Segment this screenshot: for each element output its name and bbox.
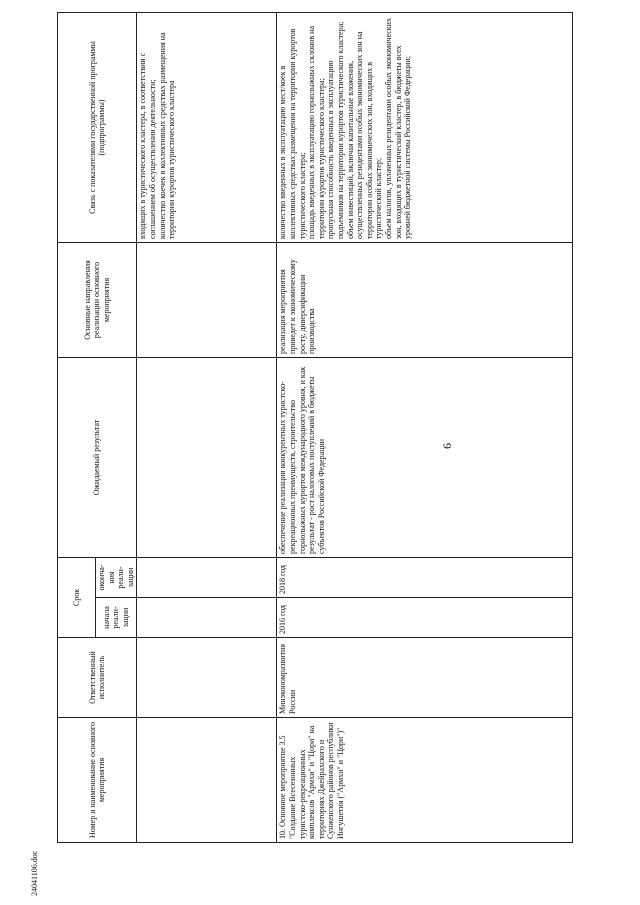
row-executor: Минэкономразвития России bbox=[277, 638, 573, 718]
header-result: Ожидаемый результат bbox=[58, 357, 137, 557]
row-end: 2018 год bbox=[277, 557, 573, 597]
row-name-cell bbox=[277, 718, 573, 843]
document-table bbox=[57, 13, 573, 843]
table-row bbox=[277, 12, 573, 842]
cont-start-cell bbox=[137, 598, 277, 638]
header-name: Номер и наименование основного мероприятия bbox=[58, 718, 137, 843]
page-number: 6 bbox=[440, 443, 454, 449]
cont-executor-cell bbox=[137, 638, 277, 718]
continuation-row bbox=[137, 12, 277, 842]
header-executor: Ответственный исполнитель bbox=[58, 638, 137, 718]
cont-result-cell bbox=[137, 357, 277, 557]
cont-end-cell bbox=[137, 557, 277, 597]
header-link: Связь с показателями государственной программы (подпрограммы) bbox=[58, 12, 137, 242]
header-term: Срок bbox=[58, 557, 96, 637]
header-start: начала реали-зации bbox=[96, 598, 137, 638]
header-end: оконча-ния реали-зации bbox=[96, 557, 137, 597]
row-number: 10. bbox=[278, 829, 288, 839]
row-directions: реализация мероприятия приведет к экономическому росту, диверсификации производства bbox=[277, 242, 573, 357]
cont-link-cell: входящих в туристического кластера, в соответствии с соглашением об осуществлении деятельности; количество коечек в коллективных средствах размещения на территории курортов туристического кластера bbox=[137, 12, 277, 242]
row-link: количество введенных в эксплуатацию мест/коек в коллективных средствах размещения на территории курортов туристического кластера; площадь введенных в эксплуатацию горнолыжных склонов на территории курортов туристического кластера; пропускная способность введенных в эксплуатацию подъемников на территории курортов туристического кластера; объем инвестиций, включая капитальные вложения, осуществленных резидентами особых экономических зон на территории особых экономических зон, входящих в туристический кластер; объем налогов, уплаченных резидентами особых экономических зон, входящих в туристический кластер, в бюджеты всех уровней бюджетной системы Российской Федерации; bbox=[277, 12, 573, 242]
row-start: 2016 год bbox=[277, 598, 573, 638]
row-name: Основное мероприятие 3.5 "Создание Всесезонных туристско-рекреационных комплексов "Армхи" и "Цори" на территориях Джейрахского и Сунженского районов республики Ингушетия ("Армхи" и "Цори")" bbox=[278, 722, 345, 839]
measures-table bbox=[57, 12, 573, 843]
header-directions: Основные направления реализации основного мероприятия bbox=[58, 242, 137, 357]
footer-filename: 24041106.doc bbox=[30, 850, 39, 896]
row-result: обеспечение реализации конкурентных туристско-рекреационных преимуществ, строительство горнолыжных курортов международного уровня, и как результат - рост налоговых поступлений в бюджеты субъектов Российской Федерации bbox=[277, 357, 573, 557]
cont-directions-cell bbox=[137, 242, 277, 357]
cont-name-cell bbox=[137, 718, 277, 843]
